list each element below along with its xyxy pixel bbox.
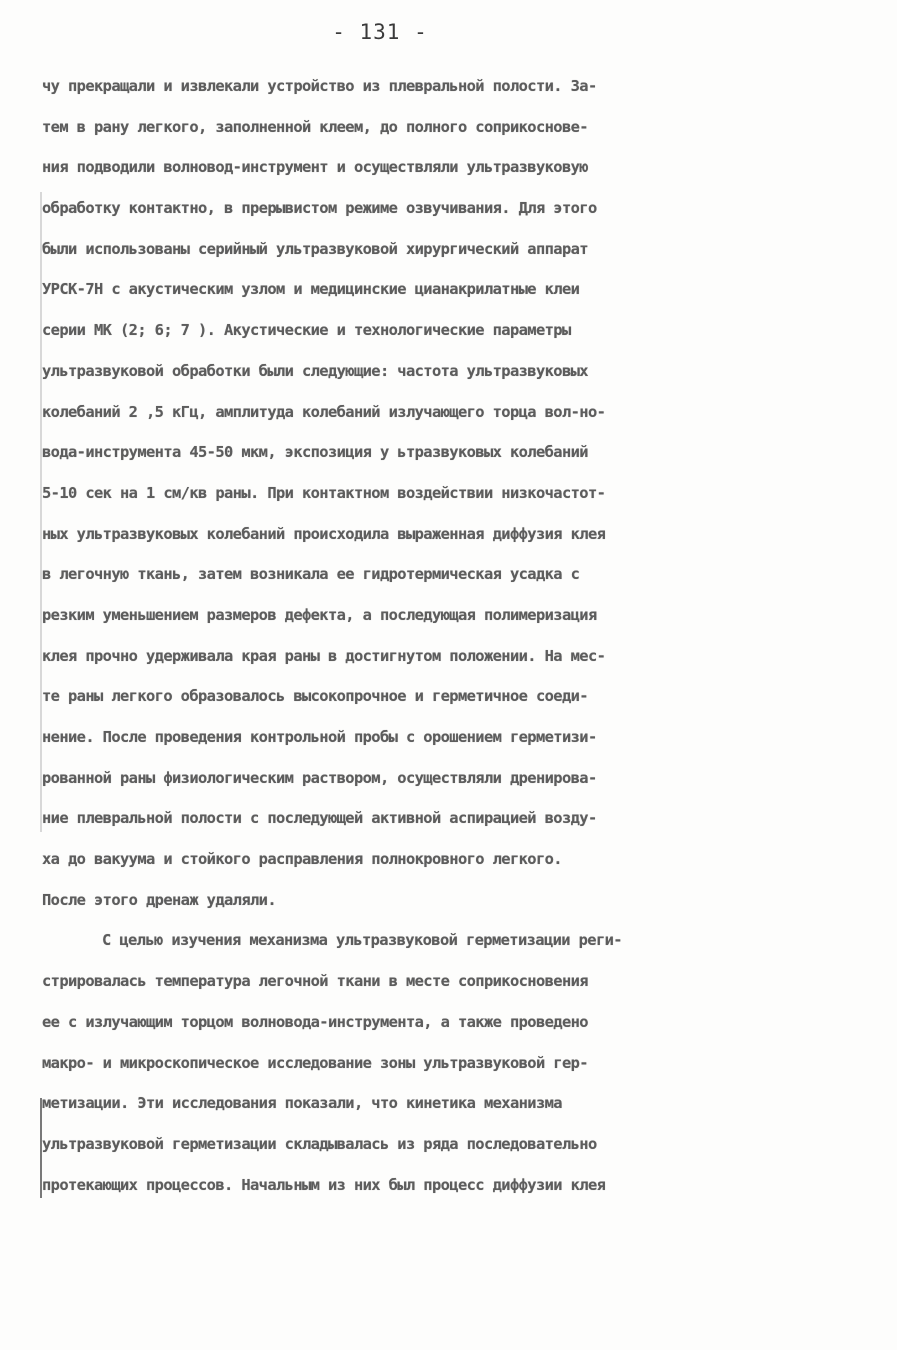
text-line: метизации. Эти исследования показали, что кинетика механизма xyxy=(42,1094,562,1113)
text-line: ние плевральной полости с последующей активной аспирацией возду- xyxy=(42,809,597,828)
text-line: ха до вакуума и стойкого расправления полнокровного легкого. xyxy=(42,850,562,869)
text-line: нение. После проведения контрольной пробы с орошением герметизи- xyxy=(42,728,597,746)
text-line: колебаний 2 ,5 кГц, амплитуда колебаний излучающего торца вол-но- xyxy=(42,402,606,421)
text-line: те раны легкого образовалось высокопрочное и герметичное соеди- xyxy=(42,687,588,706)
text-line: макро- и микроскопическое исследование зоны ультразвуковой гер- xyxy=(42,1053,588,1072)
text-line: рованной раны физиологическим раствором, осуществляли дренирова- xyxy=(42,768,597,787)
paragraph-1 xyxy=(42,66,862,920)
text-line: серии МК (2; 6; 7 ). Акустические и технологические параметры xyxy=(42,321,571,340)
text-line: ных ультразвуковых колебаний происходила выраженная диффузия клея xyxy=(42,524,606,543)
text-line: были использованы серийный ультразвуковой хирургический аппарат xyxy=(42,239,588,258)
text-line: ее с излучающим торцом волновода-инструмента, а также проведено xyxy=(42,1012,588,1031)
text-line: УРСК-7Н с акустическим узлом и медицинские цианакрилатные клеи xyxy=(42,280,580,299)
text-line: чу прекращали и извлекали устройство из плевральной полости. За- xyxy=(42,77,597,95)
text-line: клея прочно удерживала края раны в достигнутом положении. На мес- xyxy=(42,646,606,665)
text-line: После этого дренаж удаляли. xyxy=(42,890,276,909)
text-line: тем в рану легкого, заполненной клеем, до полного соприкоснове- xyxy=(42,117,588,136)
text-line: 5-10 сек на 1 см/кв раны. При контактном воздействии низкочастот- xyxy=(42,483,606,502)
text-line: ультразвуковой герметизации складывалась из ряда последовательно xyxy=(42,1134,597,1153)
paragraph-2 xyxy=(42,920,862,1205)
body-text xyxy=(42,66,862,1205)
page-number: - 131 - xyxy=(332,20,428,44)
text-line: в легочную ткань, затем возникала ее гидротермическая усадка с xyxy=(42,565,580,584)
text-line: вода-инструмента 45-50 мкм, экспозиция у ьтразвуковых колебаний xyxy=(42,443,588,462)
text-line: стрировалась температура легочной ткани в месте соприкосновения xyxy=(42,972,588,991)
text-line: протекающих процессов. Начальным из них был процесс диффузии клея xyxy=(42,1175,606,1194)
text-line: С целью изучения механизма ультразвуковой герметизации реги- xyxy=(102,931,622,950)
text-line: ультразвуковой обработки были следующие: частота ультразвуковых xyxy=(42,361,588,380)
text-line: обработку контактно, в прерывистом режиме озвучивания. Для этого xyxy=(42,199,597,218)
text-line: ния подводили волновод-инструмент и осуществляли ультразвуковую xyxy=(42,158,588,177)
text-line: резким уменьшением размеров дефекта, а последующая полимеризация xyxy=(42,605,597,624)
